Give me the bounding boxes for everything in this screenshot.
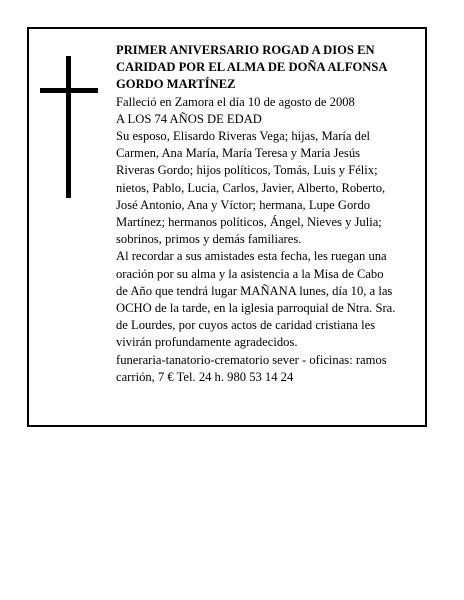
- cross-horizontal-bar: [40, 88, 98, 93]
- funeral-home-line: funeraria-tanatorio-crematorio sever - oficinas: ramos carrión, 7 € Tel. 24 h. 980 53 14 24: [116, 352, 387, 384]
- notice-headline: PRIMER ANIVERSARIO ROGAD A DIOS EN CARIDAD POR EL ALMA DE DOÑA ALFONSA GORDO MARTÍNEZ: [116, 43, 387, 92]
- family-members-paragraph: Su esposo, Elisardo Riveras Vega; hijas, María del Carmen, Ana María, María Teresa y María Jesús Riveras Gordo; hijos políticos, Tomás, Luis y Félix; nietos, Pablo, Lucia, Carlos, Javier, Alberto, Roberto, José Antonio, Ana y Víctor; hermana, Lupe Gordo Martínez; hermanos políticos, Ángel, Nieves y Julia; sobrinos, primos y demás familiares.: [116, 129, 386, 247]
- obituary-notice: [27, 27, 427, 427]
- latin-cross-icon: [40, 56, 98, 198]
- mass-announcement-paragraph: Al recordar a sus amistades esta fecha, les ruegan una oración por su alma y la asistencia a la Misa de Cabo de Año que tendrá lugar MAÑANA lunes, día 10, a las OCHO de la tarde, en la iglesia parroquial de Ntra. Sra. de Lourdes, por cuyos actos de caridad cristiana les vivirán profundamente agradecidos.: [116, 249, 396, 350]
- cross-vertical-bar: [66, 56, 71, 198]
- death-date-line: Falleció en Zamora el día 10 de agosto de 2008: [116, 94, 355, 109]
- age-line: A LOS 74 AÑOS DE EDAD: [116, 111, 262, 126]
- notice-text: [116, 42, 398, 386]
